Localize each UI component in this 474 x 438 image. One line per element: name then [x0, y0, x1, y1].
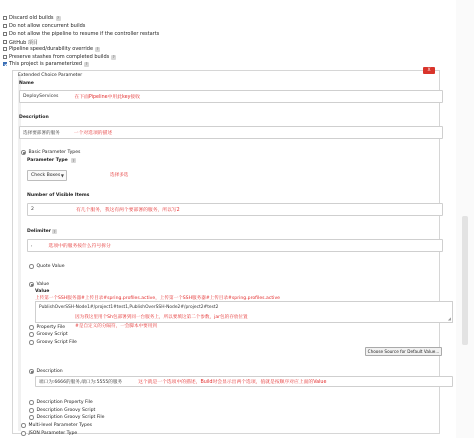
help-icon[interactable]: ?	[112, 55, 115, 59]
option-no-resume[interactable]	[3, 31, 159, 37]
checkbox-checked[interactable]	[3, 62, 7, 66]
option-parameterized[interactable]	[3, 61, 89, 67]
description-groovy-script-file-radio[interactable]	[29, 415, 104, 420]
radio-label: Description Property File	[36, 400, 93, 405]
select-value: Check Boxes	[31, 173, 61, 178]
delimiter-annotation: 选项中的服务按什么符号拆分	[48, 244, 111, 249]
radio[interactable]	[29, 340, 34, 345]
name-input-value: DeployServices	[23, 94, 59, 99]
value-annotation-2: 因为我这里用个Sh包部署到同一台服务上，所以要填这第二个参数，jar包的存放位置	[75, 315, 248, 320]
description-label: Description	[19, 115, 49, 120]
groovy-script-file-radio[interactable]	[29, 340, 77, 345]
radio-label: Property File	[36, 325, 66, 330]
value-label: Value	[35, 289, 50, 294]
radio[interactable]	[29, 400, 34, 405]
visible-items-label: Number of Visible Items	[27, 193, 90, 198]
option-label: Do not allow the pipeline to resume if the controller restarts	[9, 31, 160, 37]
checkbox[interactable]	[3, 47, 7, 51]
value-annotation: 上传第一个SSH服务器#上传目录#spring.profiles.active，上传第一个SSH服务器#上传目录#spring.profiles.active	[35, 296, 280, 301]
radio[interactable]	[29, 264, 34, 269]
value-text: PublishOverSSH-Node1#/project1#test1,PublishOverSSH-Node2#/project2#test2	[39, 305, 219, 310]
name-input[interactable]	[19, 90, 443, 103]
groovy-script-radio[interactable]	[29, 332, 68, 337]
name-annotation: 在下面Pipeline中用此key接收	[74, 95, 141, 100]
value-annotation-3: #是自定义的分隔符，一会脚本中要用到	[75, 324, 157, 329]
property-file-radio[interactable]	[29, 325, 65, 330]
checkbox-label: Quote Value	[36, 264, 65, 269]
chevron-down-icon: ▼	[60, 173, 64, 178]
json-parameter-type-radio[interactable]	[21, 431, 77, 436]
radio[interactable]	[29, 408, 34, 413]
description-annotation: 一个对选项的描述	[73, 131, 113, 136]
radio-label: Description Groovy Script File	[36, 415, 105, 420]
option-label: Discard old builds	[9, 15, 54, 21]
radio[interactable]	[21, 431, 26, 436]
radio-selected[interactable]	[21, 150, 26, 155]
radio-label: Multi-level Parameter Types	[28, 423, 93, 428]
radio-label: JSON Parameter Type	[28, 431, 78, 436]
name-label: Name	[19, 81, 34, 86]
option-label: GitHub 项目	[9, 39, 38, 46]
radio-label: Description Groovy Script	[36, 408, 96, 413]
description-values-input[interactable]	[35, 376, 453, 387]
option-label: This project is parameterized	[9, 61, 82, 67]
radio-label: Value	[36, 282, 50, 287]
parameter-type-annotation: 选择多选	[110, 173, 129, 178]
option-label: Do not allow concurrent builds	[9, 23, 86, 29]
radio-label: Groovy Script File	[36, 340, 77, 345]
help-icon[interactable]: ?	[53, 229, 56, 234]
radio-selected[interactable]	[29, 282, 34, 287]
option-preserve-stashes[interactable]	[3, 54, 116, 60]
option-github-project[interactable]	[3, 39, 38, 45]
visible-items-input[interactable]	[27, 203, 443, 216]
description-groovy-script-radio[interactable]	[29, 408, 95, 413]
description-values-text: 端口为:6666的服务,端口为:5555的服务	[39, 379, 123, 385]
help-icon[interactable]: ?	[57, 16, 59, 20]
description-radio[interactable]	[29, 369, 63, 374]
visible-items-annotation: 有几个服务，我这有两个要部署的服务，所以写2	[75, 208, 180, 213]
checkbox[interactable]	[3, 16, 7, 20]
checkbox[interactable]	[3, 40, 7, 44]
checkbox[interactable]	[3, 32, 7, 36]
option-durability-override[interactable]	[3, 46, 100, 52]
parameter-type-select[interactable]	[27, 170, 67, 181]
delimiter-input[interactable]	[27, 239, 443, 252]
radio-label: Basic Parameter Types	[28, 150, 81, 155]
parameter-header: Extended Choice Parameter	[18, 73, 83, 78]
multi-level-parameter-types-radio[interactable]	[21, 423, 92, 428]
choose-default-source-button[interactable]: Choose Source for Default Value...	[365, 347, 442, 356]
radio[interactable]	[29, 415, 34, 420]
radio[interactable]	[21, 423, 26, 428]
resize-grip-icon[interactable]: ◢	[447, 316, 451, 321]
help-icon[interactable]: ?	[96, 47, 99, 51]
scrollbar-thumb[interactable]	[462, 216, 468, 345]
checkbox[interactable]	[3, 24, 7, 28]
radio-label: Groovy Script	[36, 332, 68, 337]
description-property-file-radio[interactable]	[29, 400, 93, 405]
help-icon[interactable]: ?	[85, 62, 88, 66]
parameter-type-label: Parameter Type	[27, 158, 68, 163]
option-label: Preserve stashes from completed builds	[9, 54, 110, 60]
option-discard-old-builds[interactable]	[3, 15, 61, 21]
option-no-concurrent-builds[interactable]	[3, 23, 85, 29]
basic-parameter-types-radio[interactable]	[21, 150, 80, 155]
delimiter-label: Delimiter	[27, 229, 52, 234]
radio-label: Description	[36, 369, 63, 374]
description-input[interactable]	[19, 126, 443, 139]
delete-parameter-button[interactable]: X	[423, 67, 435, 74]
description-input-value: 选择要部署的服务	[23, 130, 60, 136]
delimiter-value: ,	[31, 243, 33, 248]
radio-selected[interactable]	[29, 369, 34, 374]
quote-value-checkbox[interactable]	[29, 264, 65, 269]
value-radio[interactable]	[29, 282, 49, 287]
visible-items-value: 2	[31, 207, 34, 212]
help-icon[interactable]: ?	[72, 158, 75, 163]
description-values-annotation: 这个就是一个选项中的描述，Build时会显示出两个选项，值就是按顺序对应上面的Value	[138, 380, 327, 385]
option-label: Pipeline speed/durability override	[9, 46, 94, 52]
radio[interactable]	[29, 325, 34, 330]
radio[interactable]	[29, 332, 34, 337]
checkbox[interactable]	[3, 55, 7, 59]
